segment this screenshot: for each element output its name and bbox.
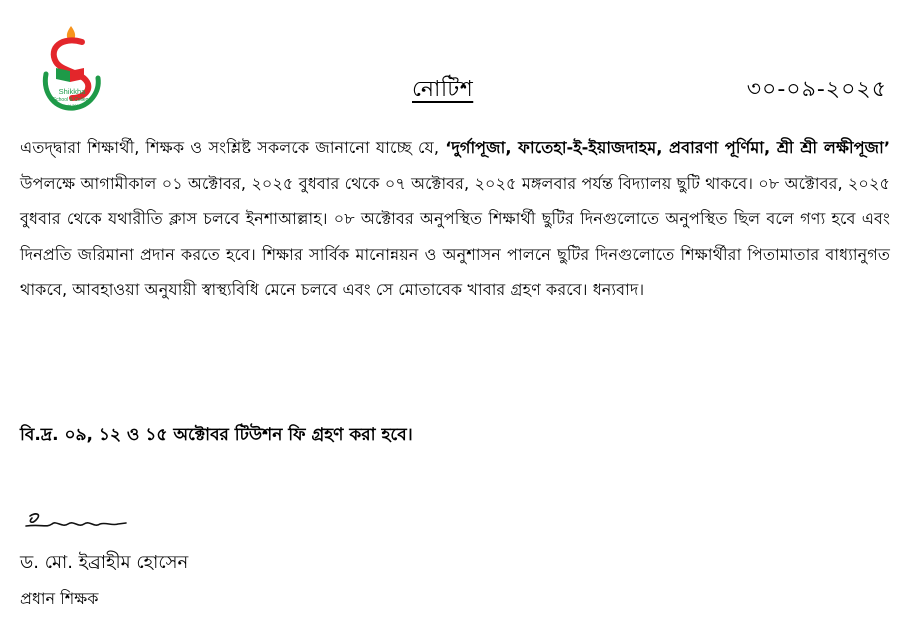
logo-estd: Estd 2014 [62,103,82,108]
body-holidays: ‘দুর্গাপূজা, ফাতেহা-ই-ইয়াজদাহম, প্রবারণা পূর্ণিমা, শ্রী শ্রী লক্ষীপূজা’ [445,138,891,157]
notice-note: বি.দ্র. ০৯, ১২ ও ১৫ অক্টোবর টিউশন ফি গ্রহণ করা হবে। [20,425,413,445]
school-logo [32,22,110,122]
logo-line1: Shikkha [58,87,86,96]
notice-body [20,130,890,308]
logo-line2: School & College [52,97,92,103]
signature [22,508,134,536]
signer-title: প্রধান শিক্ষক [20,589,99,608]
signer-name: ড. মো. ইব্রাহীম হোসেন [20,552,189,573]
body-rest: উপলক্ষে আগামীকাল ০১ অক্টোবর, ২০২৫ বুধবার থেকে ০৭ অক্টোবর, ২০২৫ মঙ্গলবার পর্যন্ত বিদ্যালয় ছুটি থাকবে। ০৮ অক্টোবর, ২০২৫ বুধবার থেকে যথারীতি ক্লাস চলবে ইনশাআল্লাহ। ০৮ অক্টোবর অনুপস্থিত শিক্ষার্থী ছুটির দিনগুলোতে অনুপস্থিত ছিল বলে গণ্য হবে এবং দিনপ্রতি জরিমানা প্রদান করতে হবে। শিক্ষার সার্বিক মানোন্নয়ন ও অনুশাসন পালনে ছুটির দিনগুলোতে শিক্ষার্থীরা পিতামাতার বাধ্যানুগত থাকবে, আবহাওয়া অনুযায়ী স্বাস্থ্যবিধি মেনে চলবে এবং সে মোতাবেক খাবার গ্রহণ করবে। ধন্যবাদ। [20,173,890,299]
notice-title: নোটিশ [412,77,474,102]
notice-date: ৩০-০৯-২০২৫ [746,77,887,102]
body-intro: এতদ্দ্বারা শিক্ষার্থী, শিক্ষক ও সংশ্লিষ্ট সকলকে জানানো যাচ্ছে যে, [20,138,446,157]
